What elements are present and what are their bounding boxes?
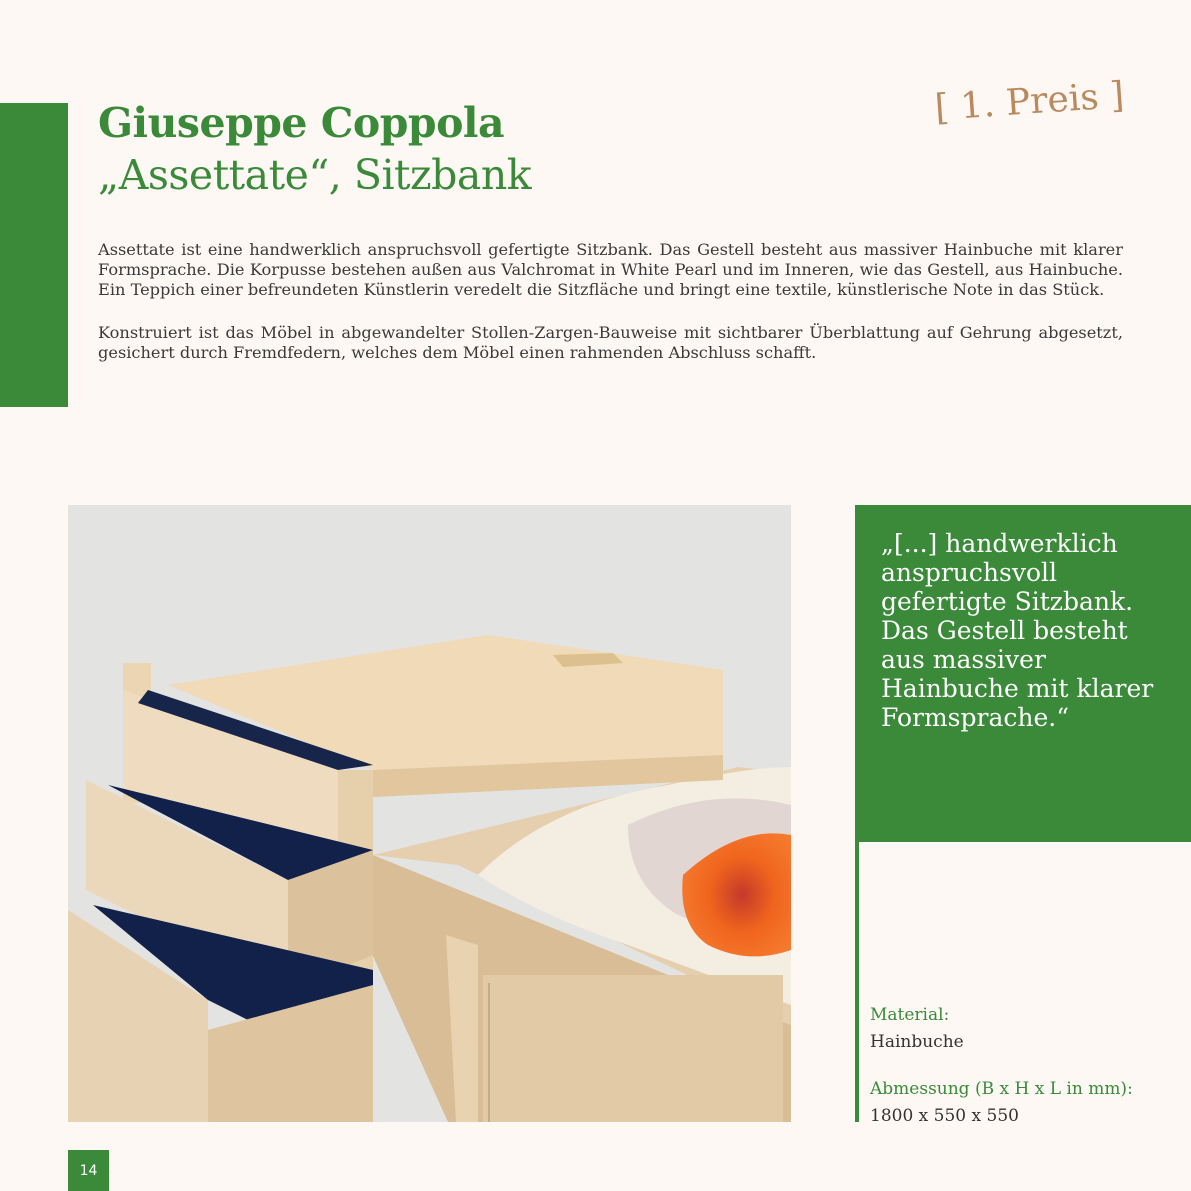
prize-label: [ 1. Preis ] [933,74,1126,129]
left-accent-bar [0,103,68,407]
material-label: Material: [870,1005,950,1025]
page-number: 14 [68,1150,109,1191]
spec-divider [855,842,859,1122]
dimension-value: 1800 x 550 x 550 [870,1106,1019,1126]
material-value: Hainbuche [870,1032,964,1052]
designer-name: Giuseppe Coppola [98,99,505,147]
description-paragraph: Assettate ist eine handwerklich anspruchsvoll gefertigte Sitzbank. Das Gestell besteht aus massiver Hainbuche mit klarer Formsprache. Die Korpusse bestehen außen aus Valchromat in White Pearl und im Inneren, wie das Gestell, aus Hainbuche. Ein Teppich einer befreundeten Künstlerin veredelt die Sitzfläche und bringt eine textile, künstlerische Note in das Stück. [98,240,1123,299]
piece-title: „Assettate“, Sitzbank [98,151,532,199]
description-paragraph: Konstruiert ist das Möbel in abgewandelter Stollen-Zargen-Bauweise mit sichtbarer Überblattung auf Gehrung abgesetzt, gesichert durch Fremdfedern, welches dem Möbel einen rahmenden Abschluss schafft. [98,323,1123,362]
dimension-label: Abmessung (B x H x L in mm): [870,1079,1133,1099]
pull-quote: „[...] handwerklich anspruchsvoll gefertigte Sitzbank. Das Gestell besteht aus massiver Hainbuche mit klarer Formsprache.“ [881,529,1154,732]
description [98,240,1123,386]
product-photo [68,505,791,1122]
